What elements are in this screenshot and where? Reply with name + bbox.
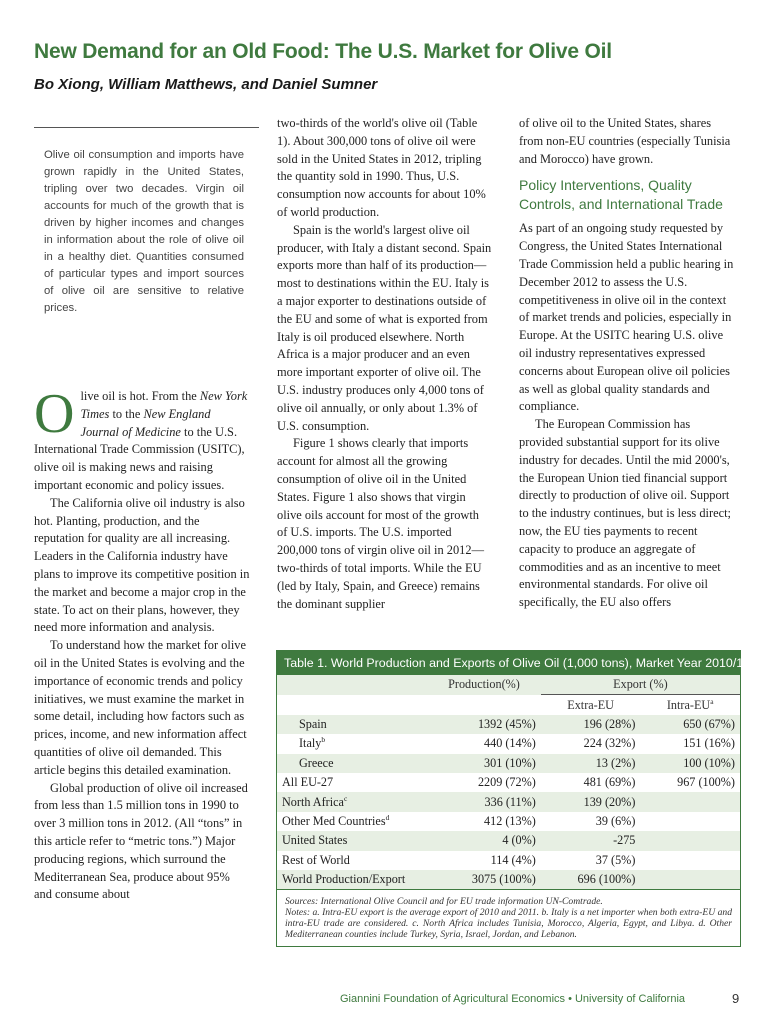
abstract-divider — [34, 127, 259, 128]
cell-production: 301 (10%) — [484, 755, 536, 770]
cell-intra-eu — [640, 870, 740, 889]
table-sources: Sources: International Olive Council and for EU trade information UN-Comtrade. — [285, 896, 603, 908]
cell-intra-eu — [640, 851, 740, 870]
cell-extra-eu: 481 (69%) — [583, 775, 636, 790]
paragraph: The European Commission has provided substantial support for its olive industry for decades. Until the mid 2000's, the European Union tied financial support directly to production of olive oil. Support to the industry continues, but is less direct; now, the EU ties payments to recent capacity to produce an aggregate of commodities and as an incentive to meet environmental standards. For olive oil specifically, the EU also offers — [519, 417, 731, 610]
table-row — [277, 831, 740, 850]
paragraph: Spain is the world's largest olive oil producer, with Italy a distant second. Spain exports more than half of its production—most to destinations within the EU. Italy is a major exporter to destinations outside of the EU and some of what is exported from Italy is oil produced elsewhere. North Africa is a major producer and an even more important exporter of olive oil. The U.S. industry produces only 4,000 tons of olive oil annually, or only about 1.3% of U.S. consumption. — [277, 222, 492, 433]
section-heading: Policy Interventions, Quality Controls, and International Trade — [519, 177, 723, 213]
cell-production: 2209 (72%) — [477, 775, 536, 790]
cell-extra-eu: -275 — [613, 833, 636, 848]
row-label: Greece — [299, 755, 334, 770]
table-row — [277, 773, 740, 792]
cell-production: 336 (11%) — [484, 794, 536, 809]
table-row — [277, 812, 740, 831]
cell-intra-eu — [640, 831, 740, 850]
header-production: Production(%) — [448, 677, 520, 692]
table-row — [277, 715, 740, 734]
cell-production: 3075 (100%) — [471, 872, 536, 887]
intro-text: live oil is hot. From the — [80, 389, 200, 403]
paragraph: Global production of olive oil increased from less than 1.5 million tons in 1990 to over 3 million tons in 2012. (All “tons” in this article refer to “metric tons.”) Major producing regions, which surround the Mediterranean Sea, produce about 95% and consume about — [34, 780, 248, 902]
cell-production: 412 (13%) — [484, 813, 536, 828]
table-subheader-row — [277, 695, 740, 715]
cell-production: 114 (4%) — [490, 852, 536, 867]
table-title: Table 1. World Production and Exports of Olive Oil (1,000 tons), Market Year 2010/11 — [277, 651, 740, 675]
table-row — [277, 870, 740, 889]
row-label: North Africa$^c$ — [282, 793, 348, 809]
cell-intra-eu: 650 (67%) — [683, 716, 735, 731]
table-notes — [277, 889, 740, 946]
table-1 — [276, 650, 750, 947]
cell-extra-eu: 139 (20%) — [583, 794, 636, 809]
cell-production: 1392 (45%) — [477, 716, 536, 731]
abstract: Olive oil consumption and imports have grown rapidly in the United States, tripling over two decades. Virgin oil accounts for much of the growth that is driven by higher incomes and changes in information about the role of olive oil in a healthy diet. Quantities consumed of particular types and import sources of olive oil are sensitive to relative prices. — [44, 149, 244, 314]
cell-intra-eu — [640, 812, 740, 831]
intro-nyt: New York Times — [80, 389, 248, 421]
paragraph: The California olive oil industry is also hot. Planting, production, and the reputation for quality are all increasing. Leaders in the California industry have plans to improve its competitive position in the market and become a major crop in the state. To act on their plans, however, they need more information and analysis. — [34, 495, 250, 635]
header-intra-eu-label: Intra-EU — [666, 697, 711, 712]
body-column-3 — [519, 115, 735, 612]
cell-extra-eu: 39 (6%) — [595, 813, 636, 828]
table-row — [277, 792, 740, 811]
header-intra-eu — [640, 695, 740, 715]
cell-intra-eu: 151 (16%) — [683, 736, 735, 751]
paragraph: two-thirds of the world's olive oil (Table 1). About 300,000 tons of olive oil were sold in the United States in 2012, tripling the quantity sold in 1990. Thus, U.S. consumption now accounts for about 10% of world production. — [277, 116, 486, 219]
row-label: Rest of World — [282, 852, 350, 867]
cell-extra-eu: 696 (100%) — [577, 872, 636, 887]
header-export: Export (%) — [541, 675, 740, 695]
article-authors: Bo Xiong, William Matthews, and Daniel Sumner — [34, 76, 378, 93]
cell-intra-eu: 100 (10%) — [683, 755, 735, 770]
paragraph: As part of an ongoing study requested by Congress, the United States International Trade Commission held a public hearing in December 2012 to assess the U.S. competitiveness in olive oil in the context of market trends and policies, especially in Europe. At the USITC hearing U.S. olive oil industry representatives expressed concerns about European olive oil policies as well as global quality standards and compliance. — [519, 221, 734, 414]
paragraph: of olive oil to the United States, shares from non-EU countries (especially Tunisia and Morocco) have grown. — [519, 116, 731, 166]
intro-paragraph — [34, 383, 250, 495]
page-number: 9 — [732, 991, 740, 1006]
header-intra-eu-note: a — [710, 696, 714, 706]
row-label: Other Med Countries$^d$ — [282, 812, 390, 828]
paragraph: Figure 1 shows clearly that imports account for almost all the growing consumption of olive oil in the United States. Figure 1 also shows that virgin olive oils account for most of the growth of U.S. imports. The U.S. imported 200,000 tons of virgin olive oil in 2012—two-thirds of total imports. While the EU (led by Italy, Spain, and Greece) remains the dominant supplier — [277, 436, 484, 611]
cell-intra-eu: 967 (100%) — [677, 775, 735, 790]
intro-end: to the U.S. International Trade Commission (USITC), olive oil is making news and raising important economic and policy issues. — [34, 424, 245, 492]
table-header-row — [277, 675, 740, 695]
header-extra-eu: Extra-EU — [567, 697, 614, 712]
intro-to: to the — [109, 406, 144, 421]
cell-extra-eu: 196 (28%) — [583, 716, 636, 731]
cell-extra-eu: 13 (2%) — [595, 755, 636, 770]
cell-production: 440 (14%) — [484, 736, 536, 751]
row-label: All EU-27 — [282, 775, 334, 790]
data-table — [277, 675, 740, 889]
table-row — [277, 851, 740, 870]
intro-nejm: New England Journal of Medicine — [80, 406, 211, 439]
row-label: United States — [282, 833, 348, 848]
cell-production: 4 (0%) — [502, 833, 536, 848]
paragraph: To understand how the market for olive oil in the United States is evolving and the importance of economic trends and policy initiatives, we must examine the market in some detail, including how factors such as prices, income, and new information affect quantities of olive oil demanded. This article begins this detailed examination. — [34, 638, 247, 777]
drop-cap: O — [34, 383, 75, 445]
table-footnotes: Notes: a. Intra-EU export is the average export of 2010 and 2011. b. Italy is a net importer when both extra-EU and intra-EU trade are considered. c. North Africa includes Tunisia, Morocco, Algeria, Egypt, and Libya. d. Other Mediterranean counties include Turkey, Syria, Israel, Jordan, and Lebanon. — [285, 907, 732, 941]
cell-intra-eu — [640, 792, 740, 811]
cell-extra-eu: 224 (32%) — [583, 736, 636, 751]
article-title: New Demand for an Old Food: The U.S. Market for Olive Oil — [34, 40, 612, 63]
cell-extra-eu: 37 (5%) — [595, 852, 636, 867]
body-column-2 — [277, 115, 492, 613]
row-label: Spain — [299, 716, 327, 731]
row-label: Italy$^b$ — [299, 735, 326, 751]
table-row — [277, 734, 740, 753]
table-row — [277, 754, 740, 773]
body-column-1 — [34, 383, 250, 904]
row-label: World Production/Export — [282, 872, 406, 887]
page-footer: Giannini Foundation of Agricultural Economics • University of California — [340, 993, 686, 1005]
